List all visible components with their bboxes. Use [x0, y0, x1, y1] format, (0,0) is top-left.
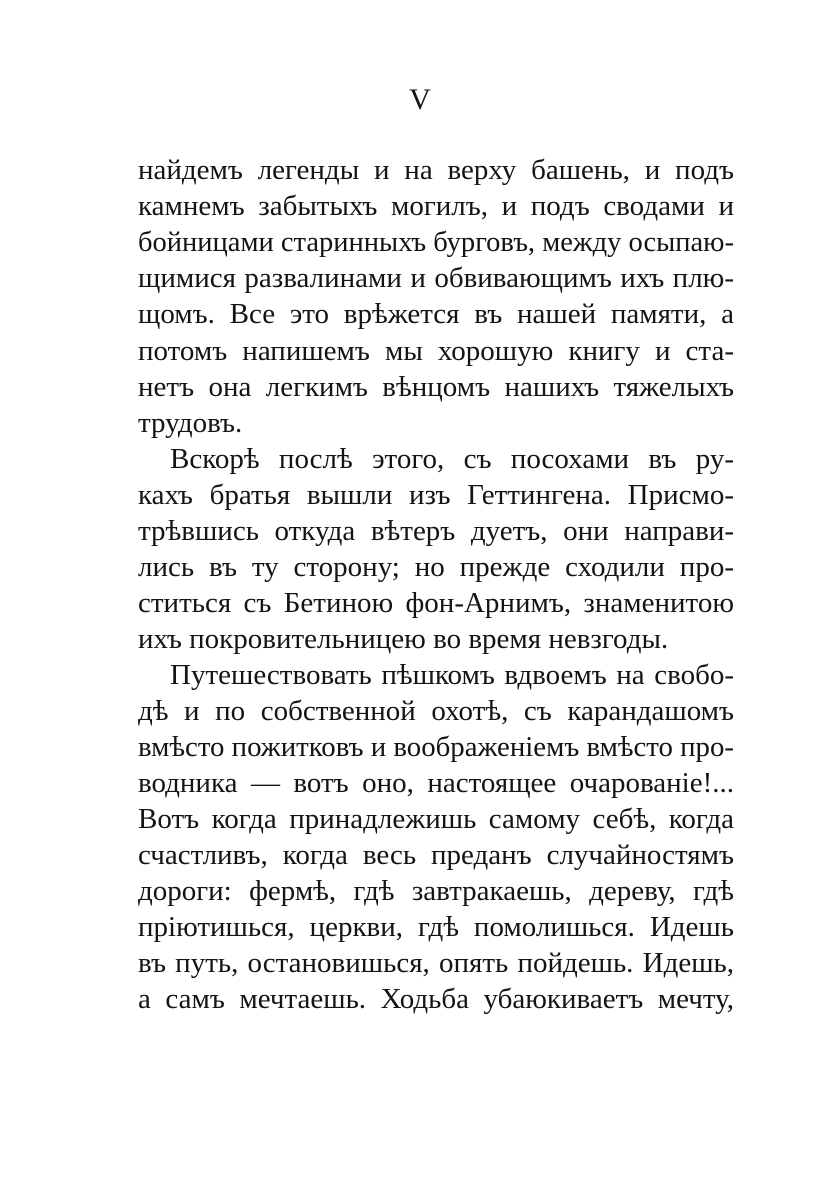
text-line: трудовъ. [138, 407, 243, 439]
text-line: счастливъ, когда весь преданъ случайностямъ [138, 839, 734, 871]
text-line: трѣвшись откуда вѣтеръ дуетъ, они направи- [138, 515, 734, 547]
text-line: ститься съ Бетиною фон-Арнимъ, знаменитою [138, 587, 734, 619]
text-line: потомъ напишемъ мы хорошую книгу и ста- [138, 335, 734, 367]
text-line: камнемъ забытыхъ могилъ, и подъ сводами и [138, 190, 734, 222]
text-line: щомъ. Все это врѣжется въ нашей памяти, а [138, 298, 734, 330]
text-line: Путешествовать пѣшкомъ вдвоемъ на свобо- [170, 659, 734, 691]
text-line: пріютишься, церкви, гдѣ помолишься. Идешь [138, 911, 734, 943]
text-line: въ путь, остановишься, опять пойдешь. Идешь, [138, 947, 734, 979]
text-line: дороги: фермѣ, гдѣ завтракаешь, дереву, гдѣ [138, 875, 734, 907]
text-line: водника — вотъ оно, настоящее очарованіе!... [138, 767, 734, 799]
text-line: вмѣсто пожитковъ и воображеніемъ вмѣсто про- [138, 731, 734, 763]
text-line: Вотъ когда принадлежишь самому себѣ, когда [138, 803, 734, 835]
page-number: V [409, 83, 431, 116]
text-line: кахъ братья вышли изъ Геттингена. Присмо- [138, 479, 734, 511]
text-line: бойницами старинныхъ бурговъ, между осыпаю- [138, 226, 734, 258]
text-line: ихъ покровительницею во время невзгоды. [138, 623, 669, 655]
text-line: дѣ и по собственной охотѣ, съ карандашомъ [138, 695, 734, 727]
text-line: нетъ она легкимъ вѣнцомъ нашихъ тяжелыхъ [138, 371, 734, 403]
text-line: щимися развалинами и обвивающимъ ихъ плю- [138, 262, 734, 294]
text-line: лись въ ту сторону; но прежде сходили про- [138, 551, 734, 583]
text-line: найдемъ легенды и на верху башень, и подъ [138, 154, 734, 186]
text-line: Вскорѣ послѣ этого, съ посохами въ ру- [170, 443, 734, 475]
text-line: а самъ мечтаешь. Ходьба убаюкиваетъ мечту, [138, 983, 734, 1015]
